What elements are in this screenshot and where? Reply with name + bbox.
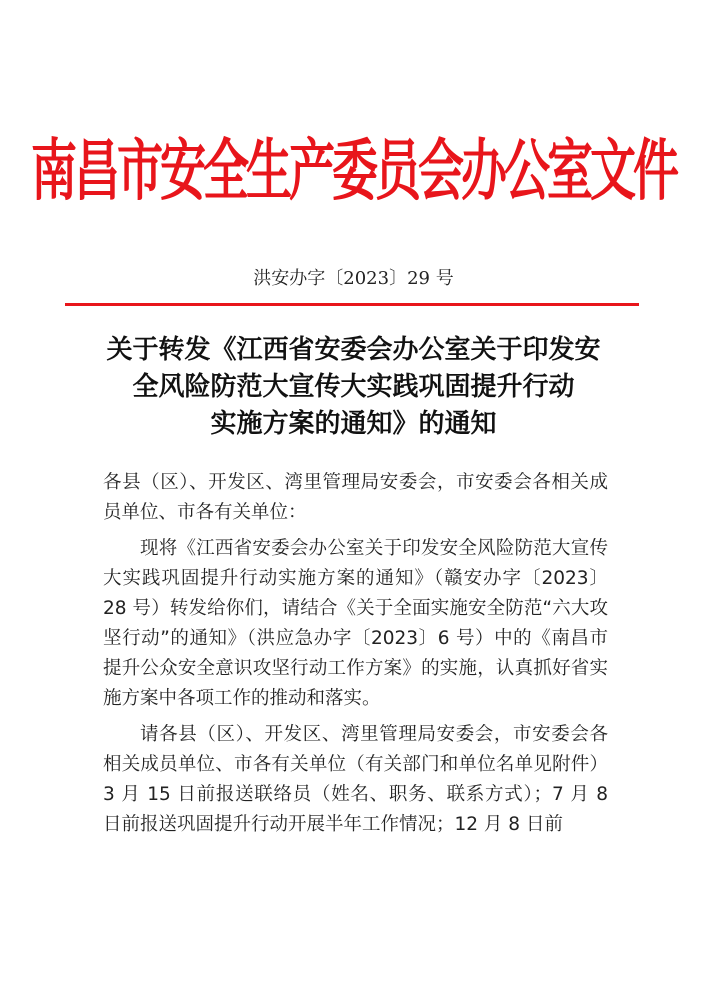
red-divider bbox=[65, 303, 639, 306]
title-line-3: 实施方案的通知》的通知 bbox=[210, 409, 497, 439]
issuer-header: 南昌市安全生产委员会办公室文件 bbox=[31, 131, 676, 210]
paragraph-2: 请各县（区）、开发区、湾里管理局安委会，市安委会各相关成员单位、市各有关单位（有关部门和单位名单见附件）3 月 15 日前报送联络员（姓名、职务、联系方式）；7 月 8 日前报送巩固提升行动开展半年工作情况；12 月 8 日前 bbox=[103, 724, 608, 835]
document-title bbox=[60, 332, 647, 443]
document-body bbox=[103, 468, 608, 846]
salutation: 各县（区）、开发区、湾里管理局安委会，市安委会各相关成员单位、市各有关单位： bbox=[103, 472, 608, 523]
title-line-2: 全风险防范大宣传大实践巩固提升行动 bbox=[132, 372, 575, 402]
title-line-1: 关于转发《江西省安委会办公室关于印发安 bbox=[106, 335, 601, 365]
document-number: 洪安办字〔2023〕29 号 bbox=[253, 268, 454, 289]
paragraph-1: 现将《江西省安委会办公室关于印发安全风险防范大宣传大实践巩固提升行动实施方案的通知》（赣安办字〔2023〕28 号）转发给你们，请结合《关于全面实施安全防范“六大攻坚行动”的通知》（洪应急办字〔2023〕6 号）中的《南昌市提升公众安全意识攻坚行动工作方案》的实施，认真抓好省实施方案中各项工作的推动和落实。 bbox=[103, 538, 608, 709]
